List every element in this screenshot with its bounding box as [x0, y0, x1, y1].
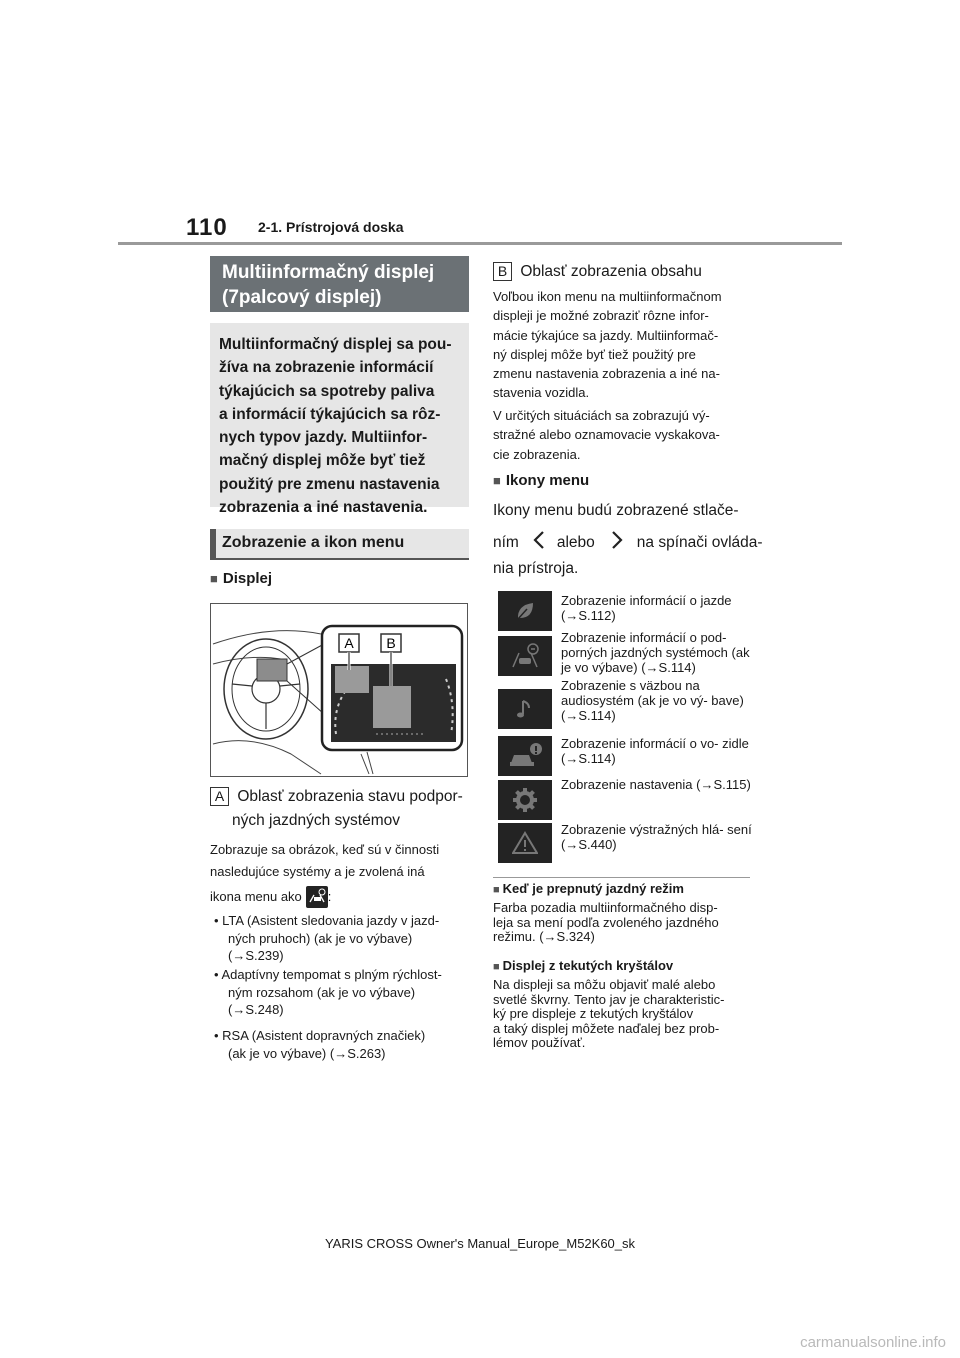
b-body-line: mácie týkajúce sa jazdy. Multiinformač- [493, 327, 719, 343]
b-body [493, 287, 755, 403]
a-body-line3 [210, 886, 331, 908]
warning-icon [498, 823, 552, 863]
a-body-line1: Zobrazuje sa obrázok, keď sú v činnosti [210, 842, 440, 857]
music-note-icon [498, 689, 552, 729]
displej-heading: ■ Displej [210, 570, 272, 587]
intro-line: mačný displej môže byť tiež [219, 452, 426, 470]
a-title-line2: ných jazdných systémov [232, 812, 400, 829]
bullet-line: (ak je vo výbave) (→S.263) [228, 1045, 386, 1061]
b-body-line: displeji je možné zobraziť rôzne infor- [493, 308, 709, 324]
note1-line: leja sa mení podľa zvoleného jazdného [493, 914, 719, 930]
menu-text: Zobrazenie výstražných hlá- sení (→S.440) [561, 822, 752, 852]
b-body-line: Voľbou ikon menu na multiinformačnom [493, 289, 722, 304]
bullet-line: ných pruhoch) (ak je vo výbave) [228, 930, 413, 946]
warn-line: stražné alebo oznamovacie vyskakova- [493, 427, 720, 443]
watermark: carmanualsonline.info [800, 1334, 946, 1351]
note2-line: Na displeji sa môžu objaviť malé alebo [493, 977, 716, 992]
menu-intro-line3: nia prístroja. [493, 560, 579, 577]
bullet-line: ným rozsahom (ak je vo výbave) [228, 984, 416, 1000]
menu-intro-alebo: alebo [556, 533, 595, 551]
b-body-line: zmenu nastavenia zobrazenia a iné na- [493, 366, 720, 382]
header-rule [118, 242, 842, 245]
note2-body [493, 978, 724, 1051]
bullet-line: • LTA (Asistent sledovania jazdy v jazd- [214, 913, 440, 928]
a-marker: A [210, 787, 229, 806]
menu-intro-line2 [493, 530, 763, 555]
chevron-left-icon [533, 530, 545, 555]
note2-line: lémov používať. [493, 1035, 586, 1050]
menu-intro-tail: na spínači ovláda- [636, 533, 763, 551]
menu-intro-line1: Ikony menu budú zobrazené stlače- [493, 502, 739, 519]
intro-line: týkajúcich sa spotreby paliva [219, 382, 435, 400]
section-title-line2: (7palcový displej) [222, 287, 382, 308]
figure-label-b: B [386, 635, 396, 651]
a-body-line3-colon: : [327, 889, 332, 904]
intro-line: a informácií týkajúcich sa rôz- [219, 405, 441, 423]
menu-text: Zobrazenie nastavenia (→S.115) [561, 777, 751, 792]
intro-line: použitý pre zmenu nastavenia [219, 475, 440, 493]
bullet-line: (→S.239) [228, 948, 284, 963]
section-title-line1: Multiinformačný displej [222, 262, 435, 283]
warn-body [493, 406, 755, 464]
note2-heading: ■ Displej z tekutých kryštálov [493, 958, 673, 973]
b-body-line: ný displej môže byť tiež použitý pre [493, 346, 696, 362]
chevron-right-icon [611, 530, 623, 555]
bullet-acc [214, 966, 442, 1019]
b-marker: B [493, 262, 512, 281]
gear-icon [498, 780, 552, 820]
intro-box [210, 323, 469, 517]
note1-line: Farba pozadia multiinformačného disp- [493, 900, 718, 915]
menu-heading: ■ Ikony menu [493, 472, 589, 489]
warn-line: cie zobrazenia. [493, 446, 581, 462]
chapter-title: 2-1. Prístrojová doska [258, 219, 404, 235]
driving-assist-icon [306, 886, 328, 908]
dashboard-illustration [211, 604, 466, 775]
menu-text: Zobrazenie informácií o jazde (→S.112) [561, 593, 732, 623]
vehicle-info-icon [498, 736, 552, 776]
menu-text: Zobrazenie informácií o pod- porných jazdných systémoch (ak je vo výbave) (→S.114) [561, 630, 750, 675]
page-number: 110 [186, 214, 228, 241]
note1-line: režimu. (→S.324) [493, 929, 595, 944]
note2-line: a taký displej môžete naďalej bez prob- [493, 1020, 720, 1036]
note2-line: ký pre displeje z tekutých kryštálov [493, 1006, 694, 1021]
section-title-box [210, 256, 469, 312]
intro-line: žíva na zobrazenie informácií [219, 359, 434, 377]
subsection-title: Zobrazenie a ikon menu [210, 529, 469, 560]
menu-text: Zobrazenie s väzbou na audiosystém (ak je vo vý- bave) (→S.114) [561, 678, 744, 723]
bullet-line: (→S.248) [228, 1002, 284, 1017]
driving-assist-icon [498, 636, 552, 676]
dashboard-figure [210, 603, 468, 777]
intro-line: Multiinformačný displej sa pou- [219, 336, 452, 353]
intro-line: nych typov jazdy. Multiinfor- [219, 429, 428, 447]
footer: YARIS CROSS Owner's Manual_Europe_M52K60_sk [324, 1236, 636, 1251]
note2-line: svetlé škvrny. Tento jav je charakteristic- [493, 991, 725, 1007]
bullet-line: • RSA (Asistent dopravných značiek) [214, 1028, 426, 1043]
a-body-line3-text: ikona menu ako [210, 889, 302, 904]
menu-intro-ni: ním [493, 533, 519, 551]
a-body-line2: nasledujúce systémy a je zvolená iná [210, 864, 425, 879]
warn-line: V určitých situáciách sa zobrazujú vý- [493, 408, 710, 423]
leaf-icon [498, 591, 552, 631]
figure-label-a: A [344, 635, 354, 651]
b-body-line: stavenia vozidla. [493, 385, 590, 401]
note1-heading: ■ Keď je prepnutý jazdný režim [493, 881, 684, 896]
intro-line: zobrazenia a iné nastavenia. [219, 499, 428, 517]
note1-body [493, 901, 719, 945]
a-title [210, 787, 463, 806]
bullet-lta [214, 912, 439, 965]
note-divider [493, 877, 750, 878]
bullet-rsa [214, 1027, 425, 1062]
b-title [493, 262, 702, 281]
bullet-line: • Adaptívny tempomat s plným rýchlost- [214, 967, 442, 982]
menu-text: Zobrazenie informácií o vo- zidle (→S.114) [561, 736, 749, 766]
b-title-text: Oblasť zobrazenia obsahu [520, 263, 702, 280]
a-title-line1: Oblasť zobrazenia stavu podpor- [237, 788, 463, 805]
